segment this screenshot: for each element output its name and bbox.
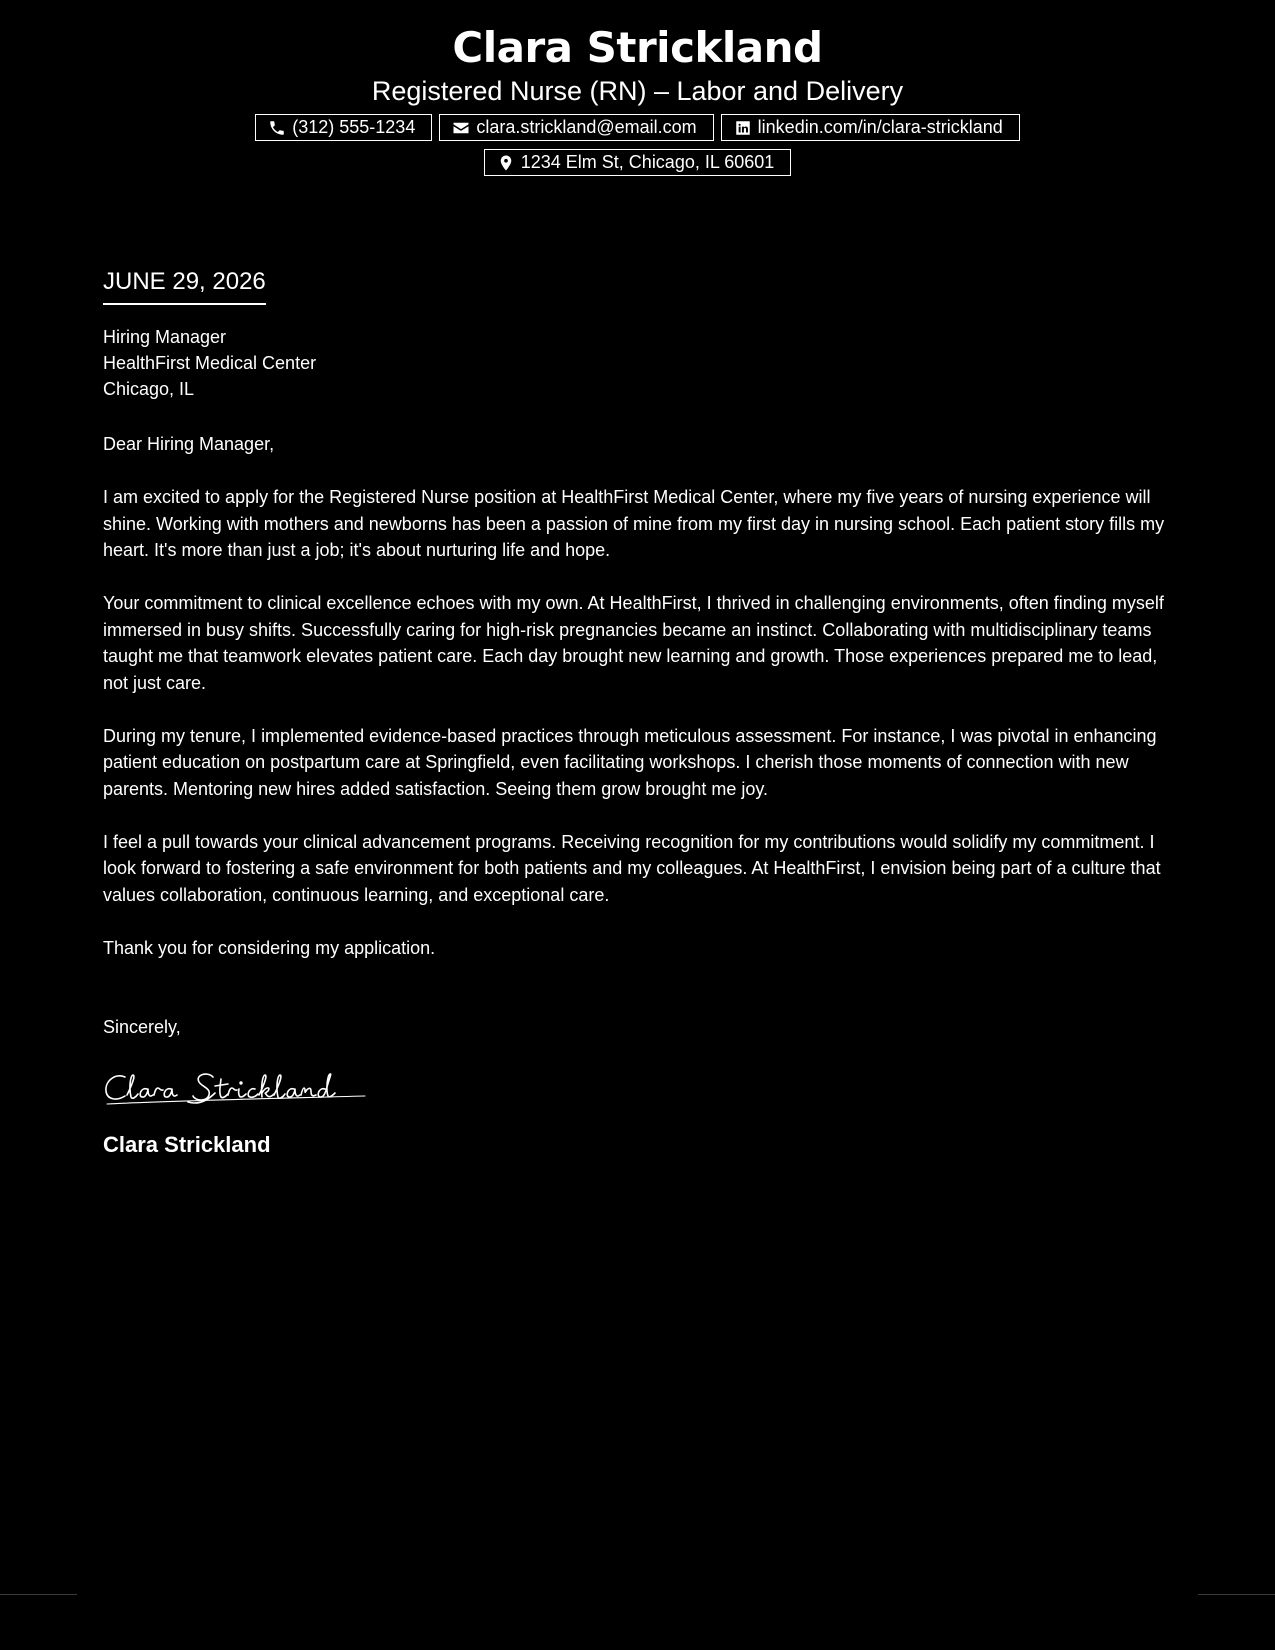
body-paragraph: Your commitment to clinical excellence echoes with my own. At HealthFirst, I thrived in challenging environments, often finding myself immersed in busy shifts. Successfully caring for high-risk pregnancies became an instinct. Collaborating with multidisciplinary teams taught me that teamwork elevates patient care. Each day brought new learning and growth. Those experiences prepared me to lead, not just care. (103, 593, 1164, 693)
linkedin-icon (734, 119, 752, 137)
email-text: clara.strickland@email.com (476, 117, 697, 137)
linkedin-text: linkedin.com/in/clara-strickland (757, 117, 1003, 137)
handwritten-signature (103, 1069, 373, 1109)
letter-header (0, 22, 1275, 184)
recipient-block (103, 324, 1183, 402)
contact-row-primary (0, 114, 1275, 141)
email-contact[interactable] (439, 114, 713, 141)
body-paragraph: During my tenure, I implemented evidence-based practices through meticulous assessment. For instance, I was pivotal in enhancing patient education on postpartum care at Springfield, even facilitating workshops. I cherish those moments of connection with new parents. Mentoring new hires added satisfaction. Seeing them grow brought me joy. (103, 725, 1157, 799)
applicant-name: Clara Strickland (452, 23, 823, 72)
phone-icon (268, 119, 286, 137)
phone-contact[interactable] (255, 114, 432, 141)
address-text: 1234 Elm St, Chicago, IL 60601 (520, 152, 775, 172)
salutation: Dear Hiring Manager, (103, 434, 275, 454)
recipient-location: Chicago, IL (103, 379, 195, 399)
letter-body (103, 266, 1183, 1159)
address-contact (484, 149, 792, 176)
signed-name: Clara Strickland (103, 1131, 271, 1157)
letter-date: JUNE 29, 2026 (103, 266, 266, 305)
footer-rule-right (1198, 1594, 1275, 1595)
body-paragraph: I am excited to apply for the Registered Nurse position at HealthFirst Medical Center, where my five years of nursing experience will shine. Working with mothers and newborns has been a passion of mine from my first day in nursing school. Each patient story fills my heart. It's more than just a job; it's about nurturing life and hope. (103, 487, 1165, 560)
footer-rule-left (0, 1594, 77, 1595)
recipient-organization: HealthFirst Medical Center (103, 353, 317, 373)
phone-text: (312) 555-1234 (292, 117, 416, 137)
sign-off: Sincerely, (103, 1017, 181, 1037)
contact-row-secondary (0, 149, 1275, 176)
map-pin-icon (497, 154, 515, 172)
body-paragraph: I feel a pull towards your clinical advancement programs. Receiving recognition for my contributions would solidify my commitment. I look forward to fostering a safe environment for both patients and my colleagues. At HealthFirst, I envision being part of a culture that values collaboration, continuous learning, and exceptional care. (103, 831, 1161, 905)
closing-line: Thank you for considering my application. (103, 937, 436, 958)
recipient-name: Hiring Manager (103, 327, 227, 347)
applicant-title: Registered Nurse (RN) – Labor and Delivery (371, 76, 904, 106)
linkedin-contact[interactable] (721, 114, 1020, 141)
envelope-icon (452, 119, 470, 137)
